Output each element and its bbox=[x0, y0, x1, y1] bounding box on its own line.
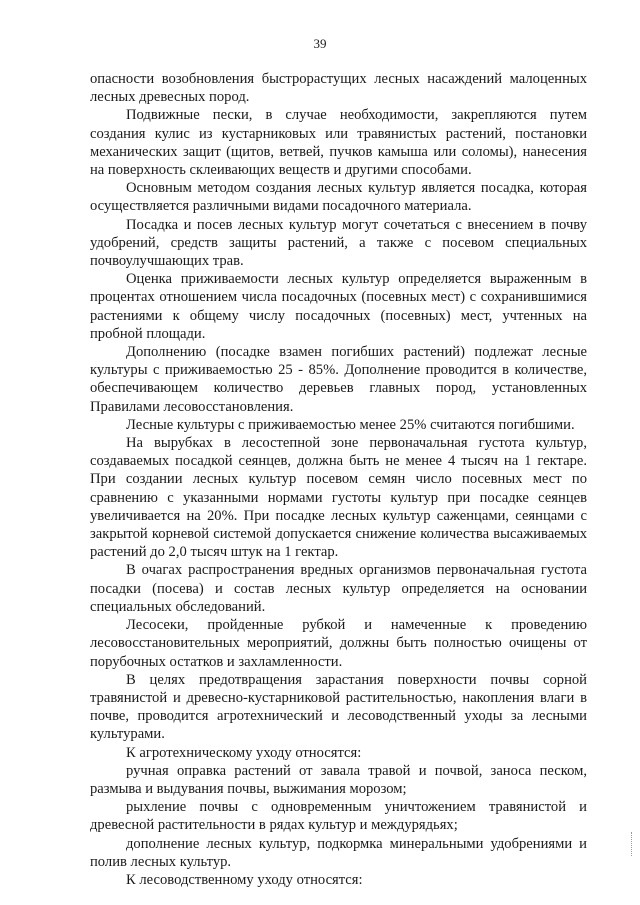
paragraph-cutting-areas: Лесосеки, пройденные рубкой и намеченные к проведению лесовосстановительных мероприятий, должны быть полностью очищены от порубочных остатков и захламленности. bbox=[90, 617, 587, 670]
paragraph-supplement: Дополнению (посадке взамен погибших растений) подлежат лесные культуры с приживаемостью 25 - 85%. Дополнение проводится в количестве, обеспечивающем количество деревьев главных пород, установленных Правилами лесовосстановления. bbox=[90, 344, 587, 415]
list-item-supplement-feeding: дополнение лесных культур, подкормка минеральными удобрениями и полив лесных культур. bbox=[90, 835, 587, 870]
paragraph-continuation: опасности возобновления быстрорастущих лесных насаждений малоценных лесных древесных пород. bbox=[90, 71, 587, 106]
paragraph-planting-method: Основным методом создания лесных культур является посадка, которая осуществляется различными видами посадочного материала. bbox=[90, 180, 587, 215]
paragraph-density: На вырубках в лесостепной зоне первоначальная густота культур, создаваемых посадкой сеянцев, должна быть не менее 4 тысяч на 1 гектаре. При создании лесных культур посевом семян число посевных мест по сравнению с указанными нормами густоты культур при посадке сеянцев увеличивается на 20%. При посадке лесных культур саженцами, сеянцами с закрытой корневой системой допускается снижение количества высаживаемых растений до 2,0 тысяч штук на 1 гектар. bbox=[90, 435, 587, 561]
paragraph-agrotech-heading: К агротехническому уходу относятся: bbox=[126, 744, 362, 761]
paragraph-fertilizers: Посадка и посев лесных культур могут сочетаться с внесением в почву удобрений, средств защиты растений, а также с посевом специальных почвоулучшающих трав. bbox=[90, 216, 587, 270]
page-number: 39 bbox=[313, 36, 327, 51]
list-item-manual-straightening: ручная оправка растений от завала травой и почвой, заноса песком, размыва и выдувания почвы, выжимания морозом; bbox=[90, 762, 587, 797]
paragraph-weed-prevention: В целях предотвращения зарастания поверхности почвы сорной травянистой и древесно-кустарниковой растительностью, накопления влаги в почве, проводится агротехнический и лесоводственный уходы за лесными культурами. bbox=[90, 671, 587, 743]
paragraph-pest-areas: В очагах распространения вредных организмов первоначальная густота посадки (посева) и состав лесных культур определяется на основании специальных обследований. bbox=[90, 562, 587, 615]
paragraph-silvicultural-heading: К лесоводственному уходу относятся: bbox=[126, 871, 363, 888]
document-body bbox=[90, 70, 587, 889]
paragraph-dead-cultures: Лесные культуры с приживаемостью менее 25% считаются погибшими. bbox=[126, 416, 575, 433]
scan-edge-mark bbox=[631, 832, 634, 856]
list-item-loosening: рыхление почвы с одновременным уничтожением травянистой и древесной растительности в рядах культур и междурядьях; bbox=[90, 799, 587, 834]
paragraph-moving-sands: Подвижные пески, в случае необходимости, закрепляются путем создания кулис из кустарниковых или травянистых растений, постановки механических защит (щитов, ветвей, пучков камыша или соломы), нанесения на поверхность склеивающих веществ и другими способами. bbox=[90, 107, 587, 179]
paragraph-survival-assessment: Оценка приживаемости лесных культур определяется выраженным в процентах отношением числа посадочных (посевных мест) с сохранившимися растениями к общему числу посадочных (посевных) мест, учтенных на пробной площади. bbox=[90, 271, 587, 342]
